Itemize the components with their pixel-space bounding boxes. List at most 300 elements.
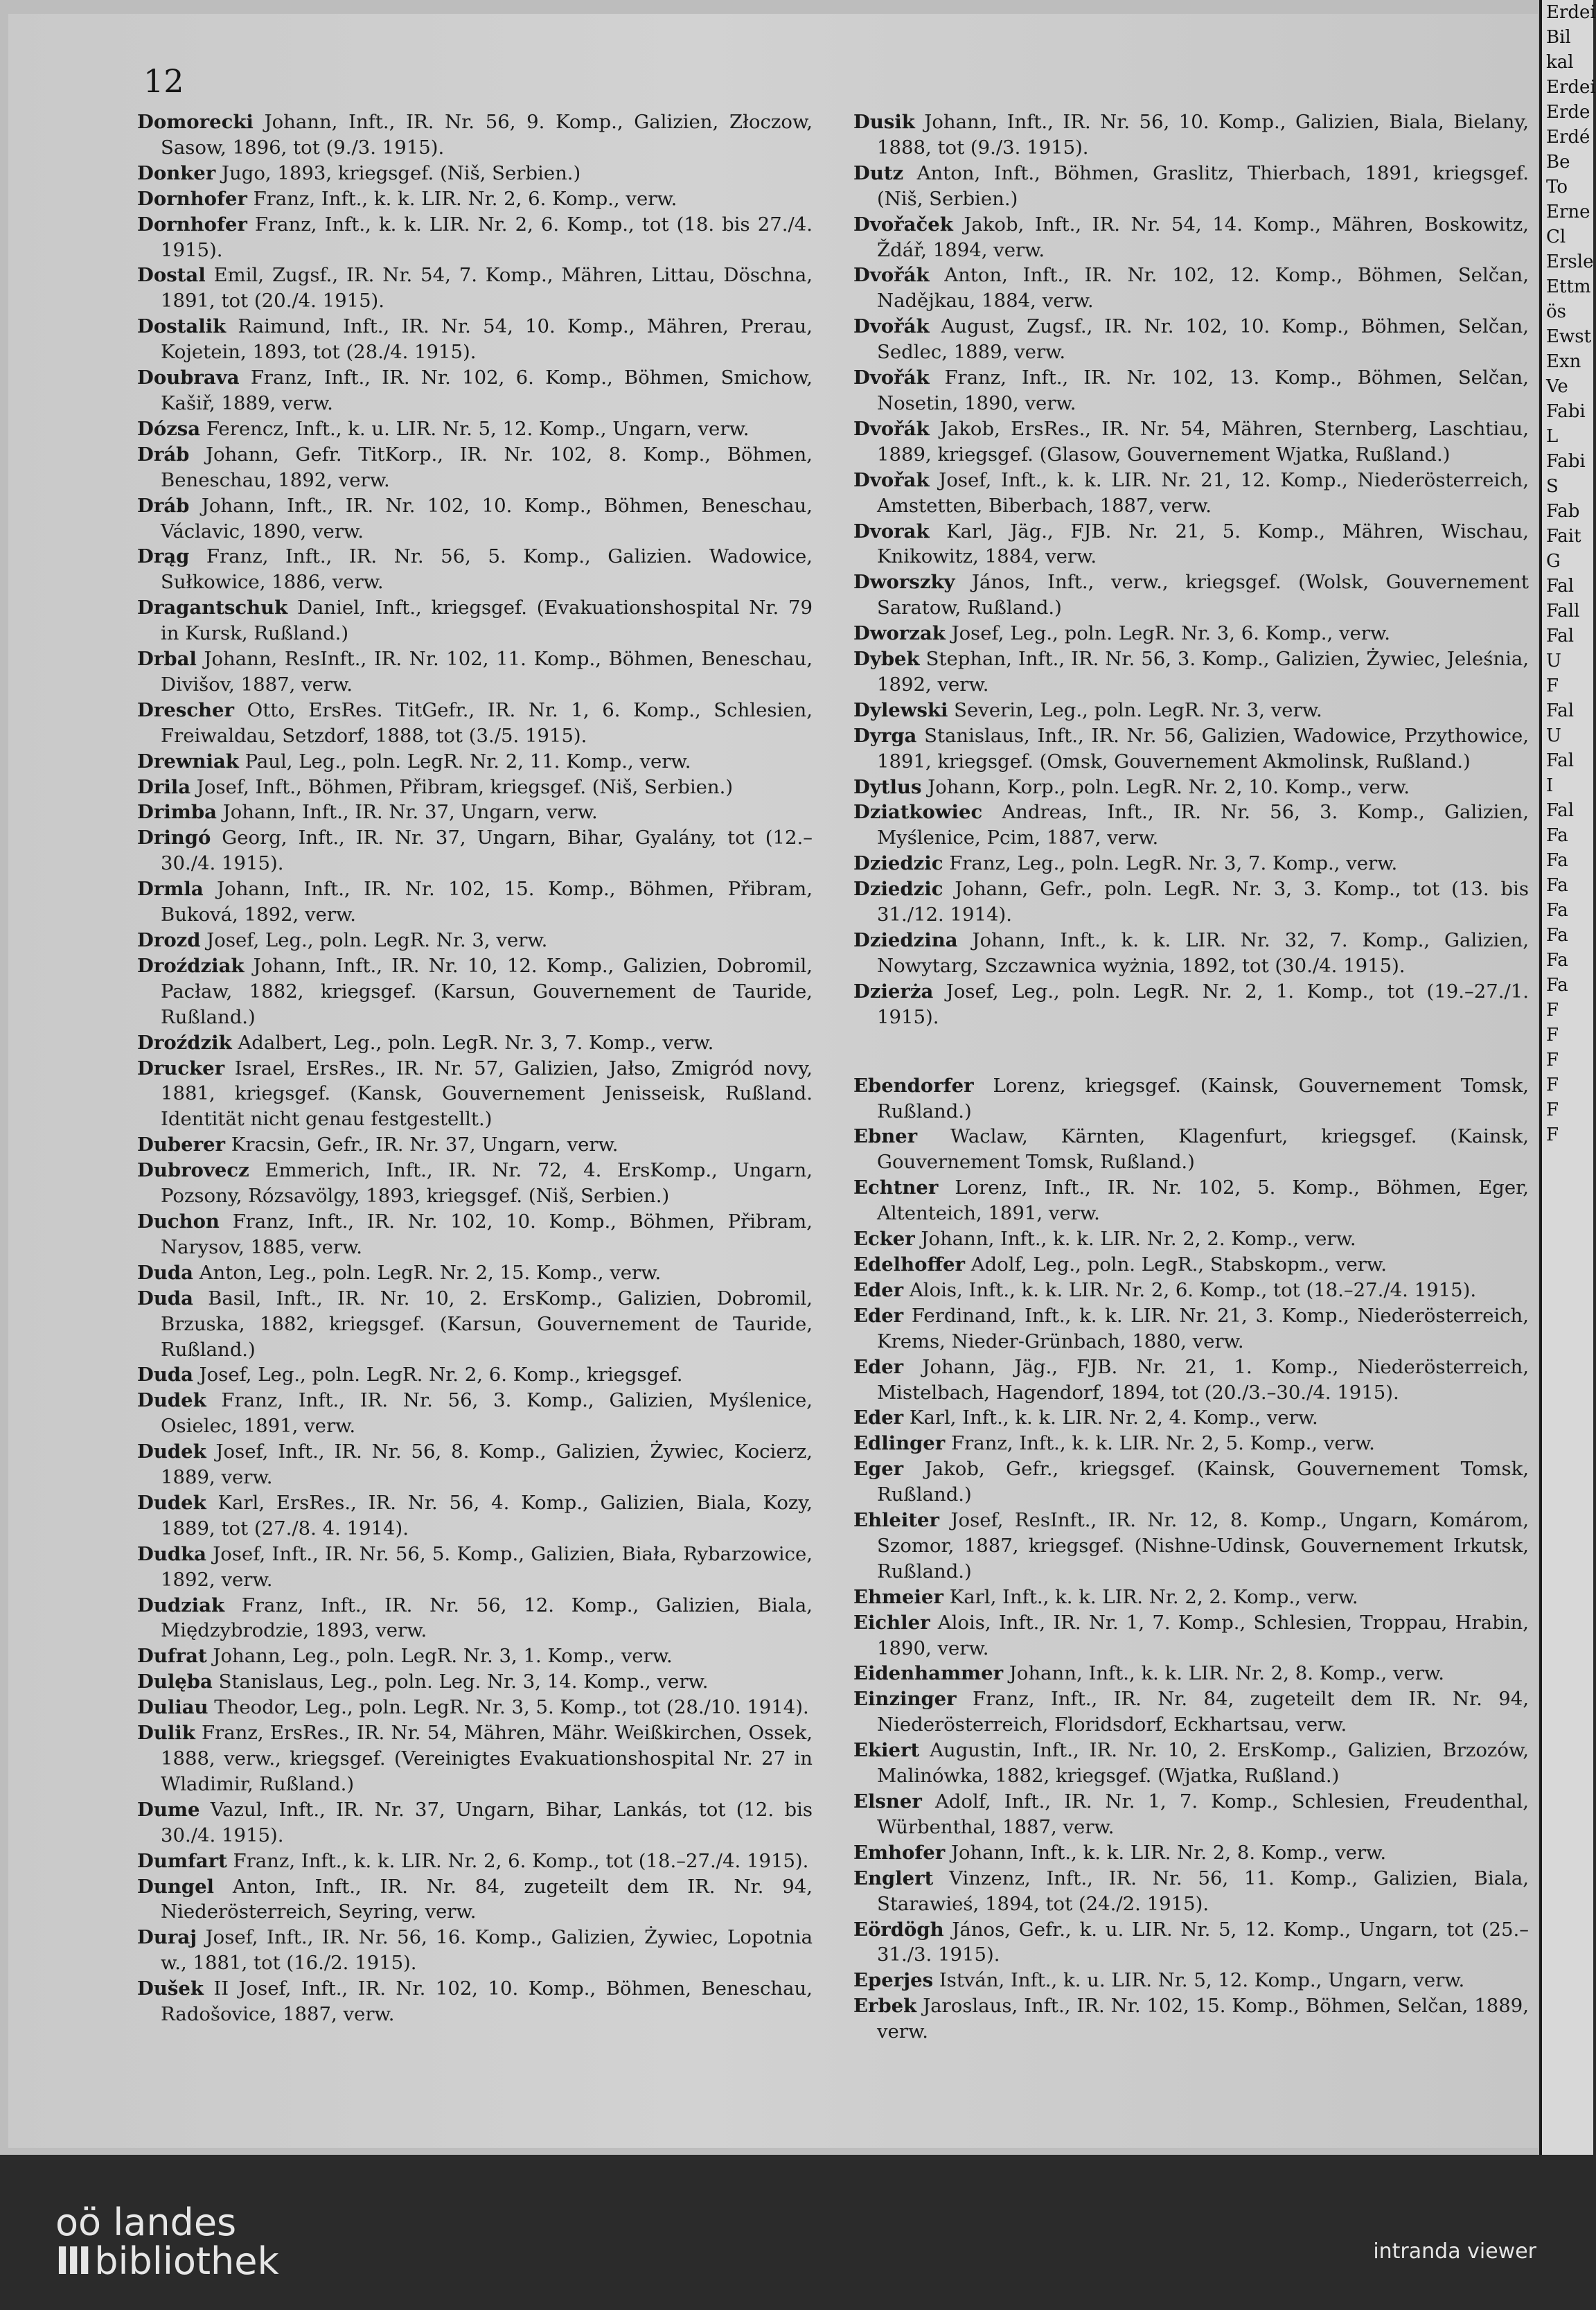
entry-details: Lorenz, Inft., IR. Nr. 102, 5. Komp., Böhmen, Eger, Altenteich, 1891, verw. [877,1176,1529,1225]
register-entry [853,212,1529,263]
entry-surname: Droździak [137,954,245,977]
entry-details: Johann, Inft., k. k. LIR. Nr. 2, 8. Komp., verw. [945,1841,1387,1864]
entry-details: Alois, Inft., IR. Nr. 1, 7. Komp., Schlesien, Troppau, Hrabin, 1890, verw. [877,1611,1529,1659]
adjacent-page-fragment: Fabi [1546,451,1586,472]
entry-details: Franz, Inft., IR. Nr. 102, 13. Komp., Böhmen, Selčan, Nosetin, 1890, verw. [877,367,1529,414]
entry-surname: Ebendorfer [853,1074,974,1097]
entry-details: Lorenz, kriegsgef. (Kainsk, Gouvernement Tomsk, Rußland.) [877,1074,1529,1122]
entry-surname: Dziedzina [853,929,958,951]
entry-details: Adolf, Leg., poln. LegR., Stabskopm., verw. [965,1253,1387,1276]
register-entry [853,851,1529,876]
adjacent-page-fragment: Exn [1546,351,1581,372]
adjacent-page-fragment: Be [1546,152,1570,173]
entry-details: Josef, Inft., IR. Nr. 56, 16. Komp., Galizien, Żywiec, Lopotnia w., 1881, tot (16./2. 1915). [161,1926,813,1975]
adjacent-page-fragment: Fabi [1546,401,1586,422]
entry-surname: Edlinger [853,1432,946,1455]
entry-details: Josef, Inft., IR. Nr. 56, 8. Komp., Galizien, Żywiec, Kocierz, 1889, verw. [161,1440,813,1489]
entry-details: Kracsin, Gefr., IR. Nr. 37, Ungarn, verw. [225,1134,619,1156]
entry-details: János, Gefr., k. u. LIR. Nr. 5, 12. Komp., Ungarn, tot (25.–31./3. 1915). [877,1918,1529,1966]
register-entry [137,1849,813,1874]
adjacent-page-fragment: Ettm [1546,276,1591,297]
entry-surname: Eördögh [853,1918,944,1941]
register-entry [853,416,1529,468]
entry-details: Josef, Leg., poln. LegR. Nr. 2, 6. Komp., kriegsgef. [193,1364,683,1386]
adjacent-page-fragment: L [1546,426,1559,447]
register-entry [137,263,813,314]
entry-details: Johann, Inft., k. k. LIR. Nr. 2, 8. Komp., verw. [1003,1662,1444,1685]
entry-details: Israel, ErsRes., IR. Nr. 57, Galizien, Jałso, Zmigród novy, 1881, kriegsgef. (Kansk, Gouvernement Jenisseisk, Rußland. Identität nicht genau festgestellt.) [161,1057,813,1131]
entry-surname: Dungel [137,1875,215,1898]
entry-surname: Dráb [137,443,190,466]
entry-details: Josef, ResInft., IR. Nr. 12, 8. Komp., Ungarn, Komárom, Szomor, 1887, kriegsgef. (Nishne-Udinsk, Gouvernement Irkutsk, Rußland.) [877,1509,1529,1582]
register-entry [137,1669,813,1695]
entry-details: Josef, Inft., IR. Nr. 56, 5. Komp., Galizien, Biała, Rybarzowice, 1892, verw. [161,1542,813,1591]
register-entry [853,723,1529,775]
register-entry [853,1738,1529,1789]
entry-details: Theodor, Leg., poln. LegR. Nr. 3, 5. Komp., tot (28./10. 1914). [208,1696,809,1719]
entry-surname: Ekiert [853,1739,920,1762]
entry-surname: Dostalik [137,315,227,338]
right-column [853,109,1529,2045]
entry-surname: Ecker [853,1228,915,1251]
entry-details: Johann, Inft., k. k. LIR. Nr. 32, 7. Komp., Galizien, Nowytarg, Szczawnica wyżnia, 1892, tot (30./4. 1915). [877,929,1529,977]
entry-details: Alois, Inft., k. k. LIR. Nr. 2, 6. Komp., tot (18.–27./4. 1915). [903,1278,1477,1301]
register-entry [137,1874,813,1925]
entry-details: Stanislaus, Inft., IR. Nr. 56, Galizien, Wadowice, Przythowice, 1891, kriegsgef. (Omsk, Gouvernement Akmolinsk, Rußland.) [877,724,1529,773]
adjacent-page-fragment: I [1546,775,1554,796]
entry-surname: Dumfart [137,1849,227,1872]
adjacent-page-fragment: Fa [1546,825,1568,846]
adjacent-page-fragment: Cl [1546,227,1566,247]
register-entry [137,749,813,775]
entry-surname: Duda [137,1364,193,1386]
entry-surname: Eger [853,1458,904,1481]
adjacent-page-fragment: Bil [1546,27,1571,48]
register-entry [137,928,813,953]
entry-details: Georg, Inft., IR. Nr. 37, Ungarn, Bihar, Gyalány, tot (12.–30./4. 1915). [161,827,813,875]
entry-surname: Einzinger [853,1688,957,1711]
register-entry [853,698,1529,723]
register-entry [137,1695,813,1720]
entry-details: Daniel, Inft., kriegsgef. (Evakuationshospital Nr. 79 in Kursk, Rußland.) [161,597,813,645]
register-entry [853,1917,1529,1968]
entry-surname: Eichler [853,1611,930,1634]
adjacent-page-fragment: S [1546,476,1559,497]
entry-surname: Dvořák [853,264,930,287]
adjacent-page-edge [1539,0,1596,2155]
entry-details: Vazul, Inft., IR. Nr. 37, Ungarn, Bihar, Lankás, tot (12. bis 30./4. 1915). [161,1798,813,1846]
adjacent-page-fragment: Ersle [1546,252,1594,272]
adjacent-page-fragment: U [1546,651,1561,671]
entry-surname: Dornhofer [137,187,247,210]
entry-details: Paul, Leg., poln. LegR. Nr. 2, 11. Komp., verw. [238,750,691,773]
entry-details: Anton, Inft., Böhmen, Graslitz, Thierbach, 1891, kriegsgef. (Niš, Serbien.) [877,161,1529,210]
entry-details: Franz, Inft., IR. Nr. 102, 10. Komp., Böhmen, Přibram, Narysov, 1885, verw. [161,1210,813,1258]
entry-surname: Ehleiter [853,1509,940,1532]
adjacent-page-fragment: Erdé [1546,127,1590,148]
entry-details: Josef, Leg., poln. LegR. Nr. 3, 6. Komp., verw. [945,622,1390,645]
register-entry [137,1925,813,1976]
adjacent-page-fragment: F [1546,1100,1559,1120]
register-entry [853,1585,1529,1610]
register-entry [853,1405,1529,1431]
adjacent-page-fragment: Fa [1546,850,1568,871]
adjacent-page-fragment: G [1546,551,1561,572]
entry-details: Raimund, Inft., IR. Nr. 54, 10. Komp., Mähren, Prerau, Kojetein, 1893, tot (28./4. 1915). [161,315,813,364]
entry-details: Adalbert, Leg., poln. LegR. Nr. 3, 7. Komp., verw. [231,1031,714,1054]
entry-surname: Duberer [137,1134,226,1156]
entry-surname: Dworzak [853,622,946,645]
register-entry [137,876,813,928]
register-entry [137,442,813,493]
entry-details: Johann, Inft., IR. Nr. 10, 12. Komp., Galizien, Dobromil, Pacław, 1882, kriegsgef. (Karsun, Gouvernement de Tauride, Rußland.) [161,954,813,1028]
register-entry [137,416,813,442]
register-entry [853,928,1529,979]
entry-details: István, Inft., k. u. LIR. Nr. 5, 12. Komp., Ungarn, verw. [933,1969,1465,1992]
entry-details: Johann, Leg., poln. LegR. Nr. 3, 1. Komp., verw. [206,1645,673,1668]
entry-details: Karl, Inft., k. k. LIR. Nr. 2, 4. Komp., verw. [903,1407,1318,1429]
register-entry [137,1643,813,1669]
adjacent-page-fragment: F [1546,1075,1559,1095]
entry-surname: Dvořák [853,315,930,338]
entry-surname: Dziatkowiec [853,801,983,824]
entry-details: Jakob, ErsRes., IR. Nr. 54, Mähren, Sternberg, Laschtiau, 1889, kriegsgef. (Glasow, Gouvernement Wjatka, Rußland.) [877,417,1529,466]
entry-surname: Eder [853,1407,904,1429]
adjacent-page-fragment: Fal [1546,700,1575,721]
register-entry [853,1840,1529,1866]
entry-surname: Dvořák [853,367,930,389]
entry-surname: Dringó [137,827,211,849]
entry-details: Johann, ResInft., IR. Nr. 102, 11. Komp., Böhmen, Beneschau, Divišov, 1887, verw. [161,648,813,696]
adjacent-page-fragment: F [1546,1000,1559,1021]
entry-details: Emil, Zugsf., IR. Nr. 54, 7. Komp., Mähren, Littau, Döschna, 1891, tot (20./4. 1915). [161,264,813,312]
left-column [137,109,813,2027]
entry-surname: Dvořák [853,417,930,440]
register-entry [137,1209,813,1260]
entry-details: Franz, Inft., IR. Nr. 56, 12. Komp., Galizien, Biala, Międzybrodzie, 1893, verw. [161,1594,813,1642]
library-logo [55,2203,279,2281]
adjacent-page-fragment: Erdei [1546,77,1596,98]
register-entry [853,1968,1529,1993]
entry-surname: Ehmeier [853,1585,943,1608]
entry-surname: Dusik [853,111,915,133]
register-entry [137,1490,813,1542]
register-entry [853,1252,1529,1278]
adjacent-page-fragment: To [1546,177,1568,197]
register-entry [853,468,1529,519]
entry-surname: Dragantschuk [137,597,288,619]
register-entry [853,876,1529,928]
register-entry [137,1362,813,1388]
page-number: 12 [143,62,184,100]
entry-surname: Eder [853,1304,904,1327]
register-entry [137,953,813,1030]
entry-details: Josef, Leg., poln. LegR. Nr. 2, 1. Komp., tot (19.–27./1. 1915). [877,980,1529,1028]
entry-details: Josef, Inft., k. k. LIR. Nr. 21, 12. Komp., Niederösterreich, Amstetten, Biberbach, 1887, verw. [877,468,1529,517]
adjacent-page-fragment: Fa [1546,875,1568,896]
register-entry [853,263,1529,314]
register-entry [137,1797,813,1849]
entry-details: Severin, Leg., poln. LegR. Nr. 3, verw. [948,698,1322,721]
register-entry [137,212,813,263]
entry-surname: Duda [137,1287,193,1310]
entry-details: Stanislaus, Leg., poln. Leg. Nr. 3, 14. Komp., verw. [212,1670,709,1693]
register-entry [137,775,813,800]
entry-details: Franz, Inft., k. k. LIR. Nr. 2, 6. Komp., tot (18. bis 27./4. 1915). [161,213,813,261]
entry-surname: Dózsa [137,417,201,440]
adjacent-page-fragment: Erdei [1546,2,1596,23]
entry-details: Franz, Inft., IR. Nr. 56, 5. Komp., Galizien. Wadowice, Sułkowice, 1886, verw. [161,545,813,594]
entry-surname: Dworszky [853,571,955,594]
register-entry [137,1158,813,1209]
adjacent-page-fragment: ös [1546,301,1566,322]
entry-surname: Eder [853,1355,904,1378]
entry-details: Johann, Inft., IR. Nr. 56, 9. Komp., Galizien, Złoczow, Sasow, 1896, tot (9./3. 1915). [161,111,813,159]
entry-surname: Eidenhammer [853,1662,1004,1685]
entry-details: Emmerich, Inft., IR. Nr. 72, 4. ErsKomp., Ungarn, Pozsony, Rózsavölgy, 1893, kriegsgef. (Niš, Serbien.) [161,1159,813,1208]
entry-surname: Dostal [137,264,206,287]
register-entry [853,1073,1529,1125]
entry-details: Johann, Inft., IR. Nr. 102, 10. Komp., Böhmen, Beneschau, Václavic, 1890, verw. [161,494,813,543]
adjacent-page-fragment: Ewst [1546,326,1592,347]
adjacent-page-fragment: Fal [1546,750,1575,771]
entry-surname: Dume [137,1798,200,1821]
register-entry [853,1610,1529,1661]
entry-details: August, Zugsf., IR. Nr. 102, 10. Komp., Böhmen, Selčan, Sedlec, 1889, verw. [877,315,1529,364]
entry-surname: Eperjes [853,1969,934,1992]
entry-details: Johann, Gefr., poln. LegR. Nr. 3, 3. Komp., tot (13. bis 31./12. 1914). [877,878,1529,926]
entry-details: Johann, Inft., IR. Nr. 102, 15. Komp., Böhmen, Přibram, Buková, 1892, verw. [161,878,813,926]
register-entry [853,1175,1529,1226]
entry-details: Johann, Jäg., FJB. Nr. 21, 1. Komp., Niederösterreich, Mistelbach, Hagendorf, 1894, tot (20./3.–30./4. 1915). [877,1355,1529,1404]
register-entry [137,1593,813,1644]
register-entry [137,595,813,646]
entry-surname: Drescher [137,698,235,721]
entry-surname: Englert [853,1867,934,1889]
register-entry [137,1056,813,1133]
register-entry [853,646,1529,698]
entry-surname: Dudek [137,1491,206,1514]
entry-details: Jugo, 1893, kriegsgef. (Niš, Serbien.) [215,161,581,184]
entry-details: Jakob, Gefr., kriegsgef. (Kainsk, Gouvernement Tomsk, Rußland.) [877,1458,1529,1506]
entry-details: Franz, Inft., IR. Nr. 84, zugeteilt dem IR. Nr. 94, Niederösterreich, Floridsdorf, Eckhartsau, verw. [877,1688,1529,1736]
register-entry [137,1030,813,1056]
entry-surname: Droździk [137,1031,232,1054]
register-entry [853,1661,1529,1686]
adjacent-page-fragment: Fait [1546,526,1581,547]
entry-surname: Drąg [137,545,190,568]
register-entry [853,314,1529,365]
entry-surname: Echtner [853,1176,939,1199]
entry-surname: Drucker [137,1057,225,1079]
adjacent-page-fragment: F [1546,1025,1559,1046]
register-entry [853,1278,1529,1303]
adjacent-page-fragment: Fa [1546,975,1568,996]
register-entry [853,1431,1529,1456]
register-entry [853,570,1529,621]
adjacent-page-fragment: Fall [1546,601,1580,621]
viewer-label[interactable]: intranda viewer [1373,2239,1536,2264]
entry-details: Karl, Jäg., FJB. Nr. 21, 5. Komp., Mähren, Wischau, Knikowitz, 1884, verw. [877,520,1529,568]
entry-details: Anton, Inft., IR. Nr. 84, zugeteilt dem IR. Nr. 94, Niederösterreich, Seyring, verw. [161,1875,813,1923]
register-entry [137,646,813,698]
adjacent-page-fragment: F [1546,1125,1559,1145]
entry-surname: Drozd [137,929,201,951]
entry-surname: Eder [853,1278,904,1301]
entry-surname: Domorecki [137,111,254,133]
entry-surname: Dutz [853,161,904,184]
entry-details: Augustin, Inft., IR. Nr. 10, 2. ErsKomp., Galizien, Brzozów, Malinówka, 1882, kriegsgef. (Wjatka, Rußland.) [877,1739,1529,1788]
register-entry [853,161,1529,212]
register-entry [853,1124,1529,1175]
entry-surname: Duraj [137,1926,197,1949]
adjacent-page-fragment: F [1546,676,1559,696]
entry-details: Johann, Korp., poln. LegR. Nr. 2, 10. Komp., verw. [921,775,1410,798]
register-entry [137,1286,813,1363]
entry-surname: Dytlus [853,775,922,798]
register-entry [853,1866,1529,1917]
entry-surname: Dudek [137,1389,206,1412]
entry-details: Franz, Inft., IR. Nr. 56, 3. Komp., Galizien, Myślenice, Osielec, 1891, verw. [161,1389,813,1438]
register-entry [137,825,813,876]
register-entry [137,314,813,365]
entry-surname: Dybek [853,648,920,671]
entry-surname: Duda [137,1261,193,1284]
entry-surname: Dyrga [853,724,917,747]
adjacent-page-fragment: Erne [1546,202,1590,222]
register-entry [853,800,1529,851]
entry-details: János, Inft., verw., kriegsgef. (Wolsk, Gouvernement Saratow, Rußland.) [877,571,1529,619]
entry-details: Franz, Inft., k. k. LIR. Nr. 2, 6. Komp., tot (18.–27./4. 1915). [227,1849,809,1872]
entry-details: Karl, ErsRes., IR. Nr. 56, 4. Komp., Galizien, Biala, Kozy, 1889, tot (27./8. 4. 1914). [161,1491,813,1540]
entry-details: Anton, Leg., poln. LegR. Nr. 2, 15. Komp., verw. [193,1261,662,1284]
register-entry [853,979,1529,1030]
entry-details: Franz, ErsRes., IR. Nr. 54, Mähren, Mähr. Weißkirchen, Ossek, 1888, verw., kriegsgef. (Vereinigtes Evakuationshospital Nr. 27 in Wladimir, Rußland.) [161,1722,813,1795]
register-entry [853,775,1529,800]
entry-details: Andreas, Inft., IR. Nr. 56, 3. Komp., Galizien, Myślenice, Pcim, 1887, verw. [877,801,1529,849]
entry-details: Johann, Gefr. TitKorp., IR. Nr. 102, 8. Komp., Böhmen, Beneschau, 1892, verw. [161,443,813,491]
entry-surname: Dvorak [853,520,930,543]
register-entry [853,1993,1529,2045]
entry-details: Jakob, Inft., IR. Nr. 54, 14. Komp., Mähren, Boskowitz, Ždář, 1894, verw. [877,213,1529,261]
entry-details: Franz, Inft., k. k. LIR. Nr. 2, 6. Komp., verw. [247,187,677,210]
entry-surname: Dráb [137,494,190,517]
entry-surname: Drewniak [137,750,239,773]
entry-surname: Dvořak [853,468,930,491]
entry-surname: Drmla [137,878,204,901]
entry-details: Ferencz, Inft., k. u. LIR. Nr. 5, 12. Komp., Ungarn, verw. [200,417,750,440]
adjacent-page-fragment: Fal [1546,576,1575,597]
entry-details: Stephan, Inft., IR. Nr. 56, 3. Komp., Galizien, Żywiec, Jeleśnia, 1892, verw. [877,648,1529,696]
adjacent-page-fragment: Erde [1546,102,1590,123]
entry-details: Johann, Inft., k. k. LIR. Nr. 2, 2. Komp., verw. [914,1228,1356,1251]
entry-surname: Drila [137,775,191,798]
register-entry [853,1226,1529,1252]
register-entry [853,1456,1529,1508]
entry-surname: Dufrat [137,1645,207,1668]
entry-details: Josef, Inft., Böhmen, Přibram, kriegsgef. (Niš, Serbien.) [190,775,734,798]
entry-surname: Dudka [137,1542,206,1565]
adjacent-page-fragment: Fa [1546,900,1568,921]
entry-surname: Dziedzic [853,852,943,875]
register-entry [853,1303,1529,1355]
register-entry [137,1439,813,1490]
entry-details: Franz, Inft., IR. Nr. 102, 6. Komp., Böhmen, Smichow, Kašiř, 1889, verw. [161,367,813,414]
entry-details: Adolf, Inft., IR. Nr. 1, 7. Komp., Schlesien, Freudenthal, Würbenthal, 1887, verw. [877,1790,1529,1838]
adjacent-page-fragment: Ve [1546,376,1568,397]
entry-details: Basil, Inft., IR. Nr. 10, 2. ErsKomp., Galizien, Dobromil, Brzuska, 1882, kriegsgef. (Karsun, Gouvernement de Tauride, Rußland.) [161,1287,813,1361]
entry-surname: Dudziak [137,1594,225,1616]
entry-details: Josef, Leg., poln. LegR. Nr. 3, verw. [200,929,548,951]
brand-word: bibliothek [94,2239,279,2283]
entry-details: II Josef, Inft., IR. Nr. 102, 10. Komp., Böhmen, Beneschau, Radošovice, 1887, verw. [161,1977,813,2026]
register-entry [137,1976,813,2027]
register-entry [853,1686,1529,1738]
entry-details: Johann, Inft., IR. Nr. 56, 10. Komp., Galizien, Biala, Bielany, 1888, tot (9./3. 1915). [877,111,1529,159]
register-entry [137,186,813,212]
register-entry [137,1260,813,1286]
register-entry [137,109,813,161]
entry-details: Karl, Inft., k. k. LIR. Nr. 2, 2. Komp., verw. [943,1585,1358,1608]
entry-details: Johann, Inft., IR. Nr. 37, Ungarn, verw. [216,801,598,824]
adjacent-page-fragment: U [1546,725,1561,746]
adjacent-page-fragment: kal [1546,52,1574,73]
register-entry [137,1720,813,1797]
entry-surname: Duchon [137,1210,220,1233]
adjacent-page-fragment: Fa [1546,925,1568,946]
entry-details: Ferdinand, Inft., k. k. LIR. Nr. 21, 3. Komp., Niederösterreich, Krems, Nieder-Grünbach, 1880, verw. [877,1304,1529,1352]
entry-surname: Edelhoffer [853,1253,966,1276]
entry-surname: Dylewski [853,698,948,721]
entry-surname: Doubrava [137,367,240,389]
entry-surname: Ebner [853,1125,918,1148]
register-entry [137,365,813,416]
adjacent-page-fragment: Fal [1546,800,1575,821]
entry-surname: Elsner [853,1790,922,1813]
register-entry [137,544,813,595]
entry-surname: Erbek [853,1995,917,2018]
entry-surname: Donker [137,161,216,184]
register-entry [137,1132,813,1158]
register-entry [137,1542,813,1593]
entry-surname: Dulik [137,1722,195,1745]
entry-surname: Drimba [137,801,217,824]
entry-surname: Emhofer [853,1841,946,1864]
register-entry [853,1789,1529,1840]
entry-surname: Dušek [137,1977,204,2000]
adjacent-page-fragment: F [1546,1050,1559,1070]
register-entry [137,800,813,825]
entry-surname: Duliau [137,1696,209,1719]
entry-surname: Dubrovecz [137,1159,249,1182]
entry-details: Waclaw, Kärnten, Klagenfurt, kriegsgef. (Kainsk, Gouvernement Tomsk, Rußland.) [877,1125,1529,1174]
brand-bars: III [55,2239,89,2283]
register-entry [853,1355,1529,1406]
entry-surname: Dvořaček [853,213,953,236]
entry-surname: Drbal [137,648,197,671]
register-entry [853,365,1529,416]
entry-surname: Dudek [137,1440,206,1463]
adjacent-page-fragment: Fab [1546,501,1580,522]
register-entry [853,1508,1529,1585]
entry-details: Otto, ErsRes. TitGefr., IR. Nr. 1, 6. Komp., Schlesien, Freiwaldau, Setzdorf, 1888, tot (3./5. 1915). [161,698,813,747]
entry-surname: Dulęba [137,1670,213,1693]
register-entry [853,109,1529,161]
entry-details: Jaroslaus, Inft., IR. Nr. 102, 15. Komp., Böhmen, Selčan, 1889, verw. [877,1995,1529,2043]
entry-surname: Dzierża [853,980,934,1003]
adjacent-page-fragment: Fal [1546,626,1575,646]
register-entry [137,1388,813,1439]
